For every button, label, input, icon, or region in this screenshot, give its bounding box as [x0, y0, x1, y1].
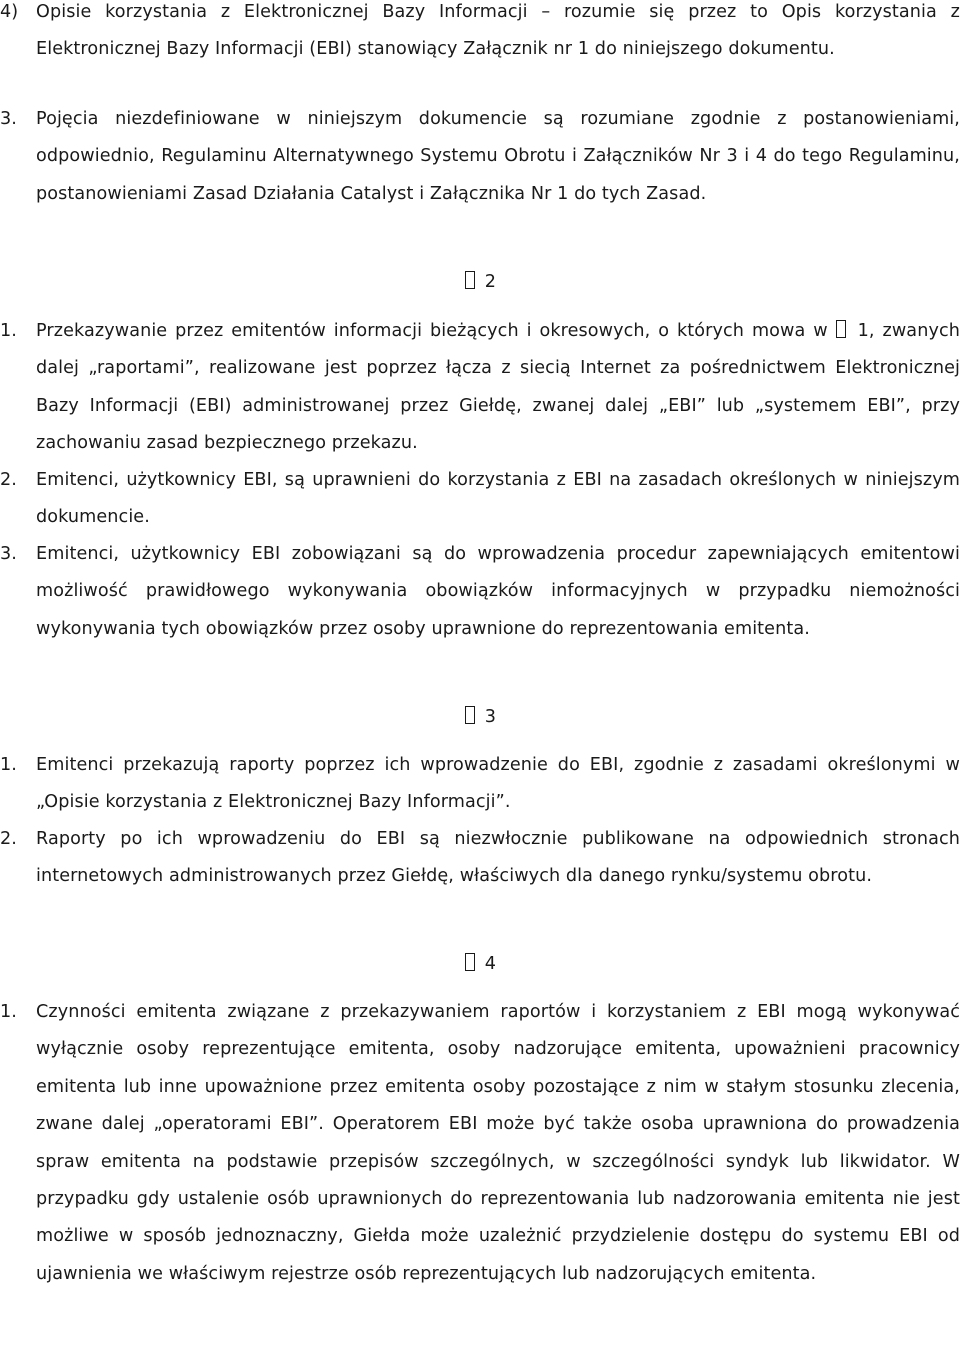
section-heading-2 — [465, 264, 496, 301]
item-number: 1. — [0, 1002, 17, 1022]
item-text — [36, 313, 960, 463]
item-text: Czynności emitenta związane z przekazywaniem raportów i korzystaniem z EBI mogą wykonywać wyłącznie osoby reprezentujące emitenta, osoby nadzorujące emitenta, upoważnieni pracownicy emitenta lub inne upoważnione przez emitenta osoby pozostające z nim w stałym stosunku zlecenia, zwane dalej „operatorami EBI”. Operatorem EBI może być także osoba uprawniona do prowadzenia spraw emitenta na podstawie przepisów szczególnych, w szczególności syndyk lub likwidator. W przypadku gdy ustalenie osób uprawnionych do reprezentowania lub nadzorowania emitenta nie jest możliwe w sposób jednoznaczny, Giełda może uzależnić przydzielenie dostępu do systemu EBI od ujawnienia we właściwym rejestrze osób reprezentujących lub nadzorujących emitenta. — [36, 1002, 960, 1284]
item-text: Raporty po ich wprowadzeniu do EBI są niezwłocznie publikowane na odpowiednich stronach internetowych administrowanych przez Giełdę, właściwych dla danego rynku/systemu obrotu. — [36, 829, 960, 887]
item-text: Emitenci, użytkownicy EBI zobowiązani są do wprowadzenia procedur zapewniających emitentowi możliwość prawidłowego wykonywania obowiązków informacyjnych w przypadku niemożności wykonywania tych obowiązków przez osoby uprawnione do reprezentowania emitenta. — [36, 544, 960, 639]
item-number: 3. — [0, 109, 17, 129]
item-text-after: 1, zwanych dalej „raportami”, realizowane jest poprzez łącza z siecią Internet za pośrednictwem Elektronicznej Bazy Informacji (EBI) administrowanej przez Giełdę, zwanej dalej „EBI” lub „systemem EBI”, przy zachowaniu zasad bezpiecznego przekazu. — [36, 321, 960, 454]
item-number: 3. — [0, 544, 17, 564]
item-number: 4) — [0, 2, 19, 22]
section-symbol-icon — [836, 319, 850, 339]
item-text: Emitenci przekazują raporty poprzez ich wprowadzenie do EBI, zgodnie z zasadami określonymi w „Opisie korzystania z Elektronicznej Bazy Informacji”. — [36, 755, 960, 813]
item-number: 2. — [0, 829, 17, 849]
section-heading-3 — [465, 699, 496, 736]
section-number: 2 — [484, 272, 496, 292]
section-symbol-icon — [465, 952, 479, 972]
item-text-before: Przekazywanie przez emitentów informacji bieżących i okresowych, o których mowa w — [36, 321, 836, 341]
item-text: Pojęcia niezdefiniowane w niniejszym dokumencie są rozumiane zgodnie z postanowieniami, odpowiednio, Regulaminu Alternatywnego Systemu Obrotu i Załączników Nr 3 i 4 do tego Regulaminu, postanowieniami Zasad Działania Catalyst i Załącznika Nr 1 do tych Zasad. — [36, 109, 960, 204]
section-symbol-icon — [465, 270, 479, 290]
section-number: 4 — [484, 954, 496, 974]
item-number: 2. — [0, 470, 17, 490]
section-heading-4 — [465, 946, 496, 983]
item-number: 1. — [0, 321, 17, 341]
item-text: Emitenci, użytkownicy EBI, są uprawnieni do korzystania z EBI na zasadach określonych w niniejszym dokumencie. — [36, 470, 960, 528]
item-text: Opisie korzystania z Elektronicznej Bazy Informacji – rozumie się przez to Opis korzystania z Elektronicznej Bazy Informacji (EBI) stanowiący Załącznik nr 1 do niniejszego dokumentu. — [36, 2, 960, 60]
section-symbol-icon — [465, 705, 479, 725]
item-number: 1. — [0, 755, 17, 775]
section-number: 3 — [484, 707, 496, 727]
